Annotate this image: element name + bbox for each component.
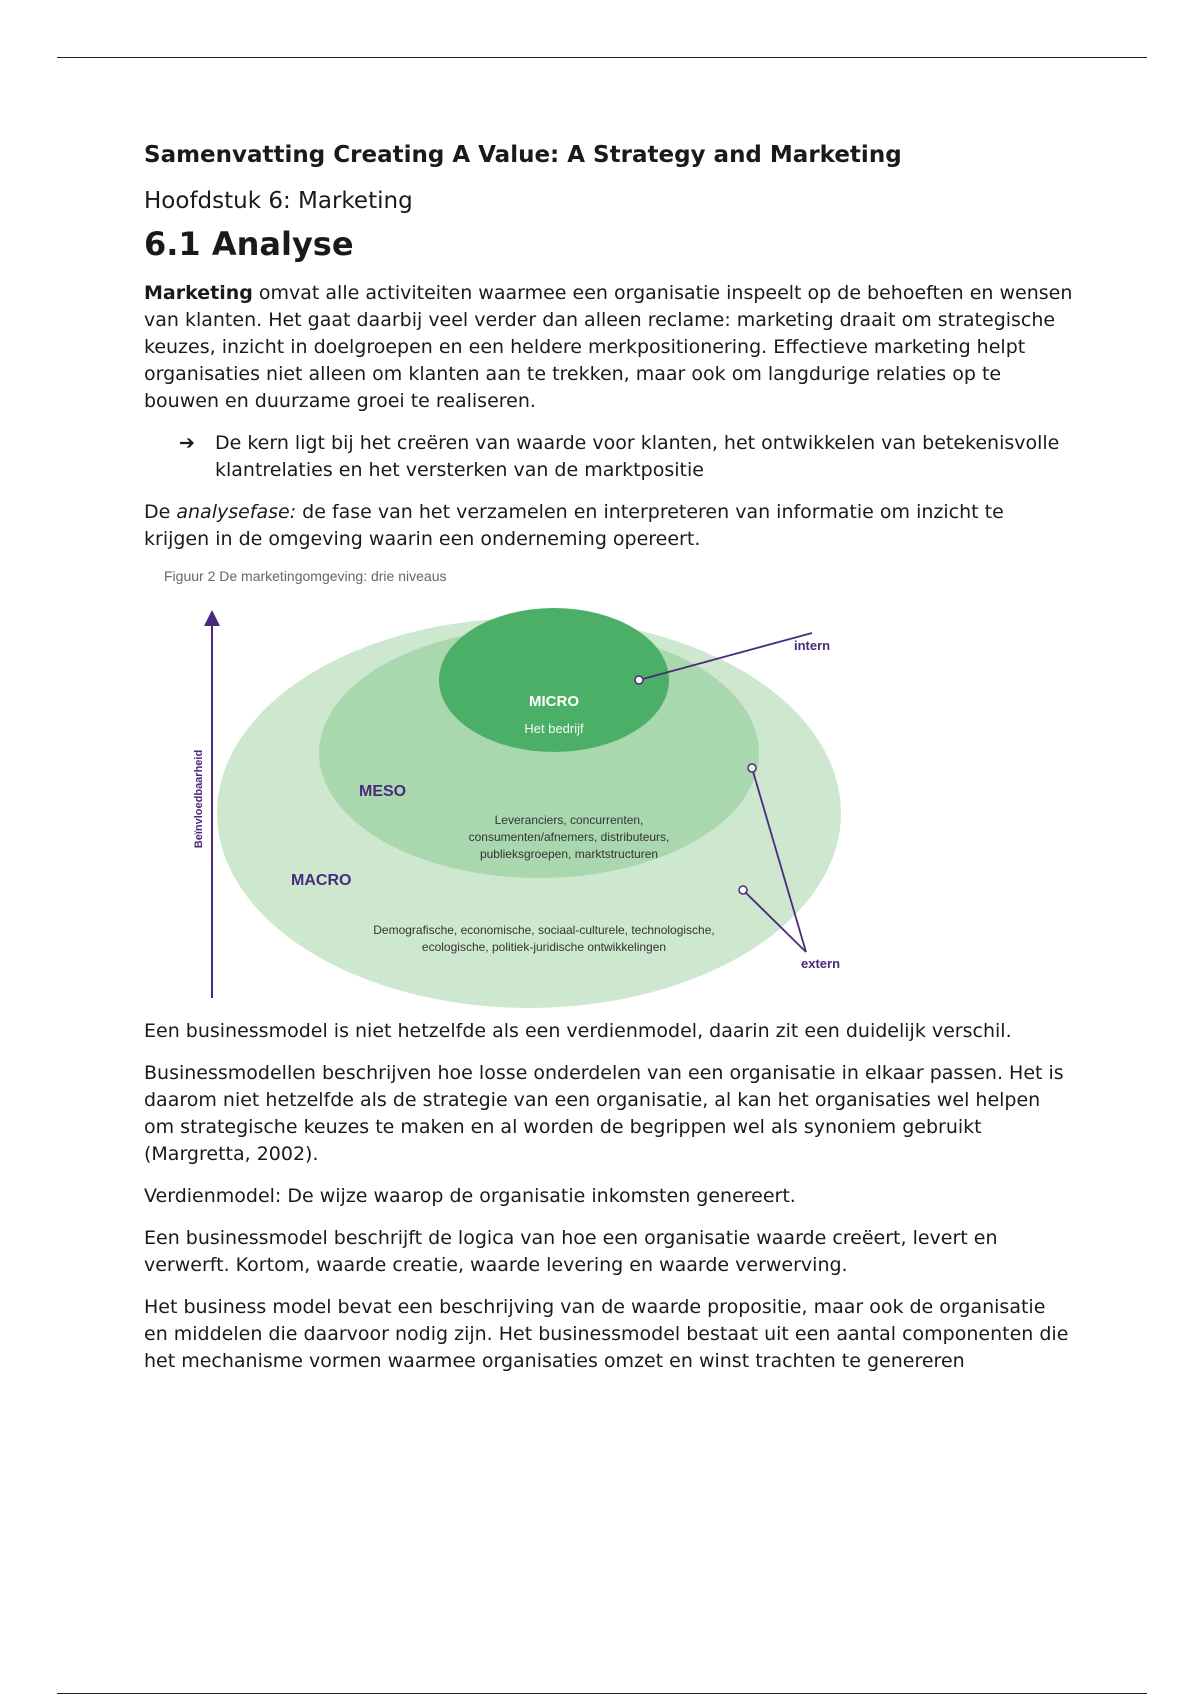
bullet-text: De kern ligt bij het creëren van waarde voor klanten, het ontwikkelen van betekenisvolle klantrelaties en het versterken van de marktpositie (215, 432, 1060, 481)
micro-label: MICRO (529, 693, 579, 710)
micro-description: Het bedrijf (524, 721, 584, 736)
paragraph: Het business model bevat een beschrijving van de waarde propositie, maar ook de organisatie en middelen die daarvoor nodig zijn. Het businessmodel bestaat uit een aantal componenten die het mechanisme vormen waarmee organisaties omzet en winst trachten te genereren (144, 1296, 1069, 1372)
chapter-heading: Hoofdstuk 6: Marketing (144, 188, 413, 214)
intern-dot (635, 676, 643, 684)
bullet-item (179, 430, 1074, 484)
paragraph: Businessmodellen beschrijven hoe losse onderdelen van een organisatie in elkaar passen. Het is daarom niet hetzelfde als de strategie van een organisatie, al kan het organisaties wel helpen om strategische keuzes te maken en al worden de begrippen wel als synoniem gebruikt (Margretta, 2002). (144, 1062, 1064, 1165)
paragraph: Verdienmodel: De wijze waarop de organisatie inkomsten genereert. (144, 1185, 796, 1207)
analysis-text: de fase van het verzamelen en interpreteren van informatie om inzicht te krijgen in de omgeving waarin een onderneming opereert. (144, 501, 1004, 550)
arrow-right-icon: ➔ (179, 432, 195, 454)
intro-text: omvat alle activiteiten waarmee een organisatie inspeelt op de behoeften en wensen van klanten. Het gaat daarbij veel verder dan alleen reclame: marketing draait om strategische keuzes, inzicht in doelgroepen en een heldere merkpositionering. Effectieve marketing helpt organisaties niet alleen om klanten aan te trekken, maar ook om langdurige relaties op te bouwen en duurzame groei te realiseren. (144, 282, 1073, 412)
document-title: Samenvatting Creating A Value: A Strategy and Marketing (144, 142, 902, 168)
analysis-paragraph (144, 499, 1074, 553)
figure-caption: Figuur 2 De marketingomgeving: drie niveaus (164, 568, 447, 584)
macro-label: MACRO (291, 872, 352, 889)
marketing-term: Marketing (144, 282, 253, 304)
section-heading: 6.1 Analyse (144, 225, 354, 263)
marketing-environment-figure (164, 568, 924, 1008)
extern-dot-macro (739, 886, 747, 894)
extern-dot-meso (748, 764, 756, 772)
extern-label: extern (801, 956, 841, 971)
meso-description: Leveranciers, concurrenten, consumenten/afnemers, distributeurs, publieksgroepen, marktstructuren (468, 813, 670, 861)
intern-label: intern (794, 638, 831, 653)
analysis-term: analysefase: (176, 501, 297, 523)
header-rule (57, 57, 1147, 58)
paragraph: Een businessmodel beschrijft de logica van hoe een organisatie waarde creëert, levert en verwerft. Kortom, waarde creatie, waarde levering en waarde verwerving. (144, 1227, 998, 1276)
analysis-prefix: De (144, 501, 177, 523)
intro-paragraph (144, 280, 1074, 415)
macro-description: Demografische, economische, sociaal-culturele, technologische, ecologische, politiek-juridische ontwikkelingen (373, 923, 715, 954)
paragraph: Een businessmodel is niet hetzelfde als een verdienmodel, daarin zit een duidelijk verschil. (144, 1020, 1012, 1042)
meso-label: MESO (359, 783, 407, 800)
document-body (144, 140, 1074, 1390)
axis-label: Beïnvloedbaarheid (193, 749, 205, 849)
footer-rule (57, 1693, 1147, 1694)
